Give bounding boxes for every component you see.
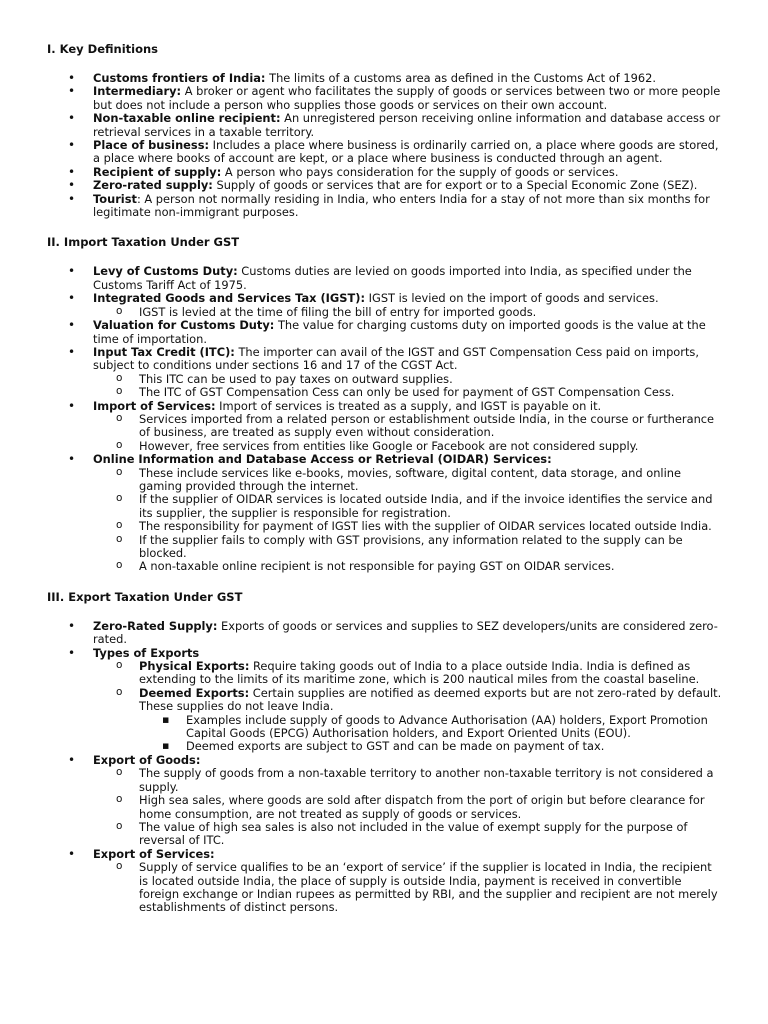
- list-item: • Customs frontiers of India: The limits of a customs area as defined in the Customs Act of 1962.: [47, 72, 723, 85]
- sub-list-item: o The value of high sea sales is also not included in the value of exempt supply for the purpose of reversal of ITC.: [47, 821, 723, 848]
- sub-list-item: o IGST is levied at the time of filing the bill of entry for imported goods.: [47, 306, 723, 319]
- list-item: • Zero-rated supply: Supply of goods or services that are for export or to a Special Economic Zone (SEZ).: [47, 179, 723, 192]
- sub-list-item: o The supply of goods from a non-taxable territory to another non-taxable territory is not considered a supply.: [47, 767, 723, 794]
- list-item: • Intermediary: A broker or agent who facilitates the supply of goods or services between two or more people but does not include a person who supplies those goods or services on their own account.: [47, 85, 723, 112]
- document-body: [47, 42, 723, 931]
- sub-list: [93, 767, 723, 847]
- section-heading: II. Import Taxation Under GST: [47, 235, 240, 250]
- sub-sub-list-item: ▪ Examples include supply of goods to Advance Authorisation (AA) holders, Export Promotion Capital Goods (EPCG) Authorisation holders, and Export Oriented Units (EOU).: [47, 714, 723, 741]
- list-item: • Zero-Rated Supply: Exports of goods or services and supplies to SEZ developers/units are considered zero-rated.: [47, 620, 723, 647]
- sub-list-item: o Services imported from a related person or establishment outside India, in the course or furtherance of business, are treated as supply even without consideration.: [47, 413, 723, 440]
- list-item: • Export of Services: o Supply of service qualifies to be an ‘export of service’ if the supplier is located in India, the recipient is located outside India, the place of supply is outside India, payment is received in convertible foreign exchange or Indian rupees as permitted by RBI, and the supplier and recipient are not merely establishments of distinct persons.: [47, 848, 723, 915]
- list-item: • Import of Services: Import of services is treated as a supply, and IGST is payable on it. o Services imported from a related person or establishment outside India, in the course or furtherance of business, are treated as supply even without consideration. o However, free services from entities like Google or Facebook are not considered supply.: [47, 400, 723, 454]
- sub-sub-list-item: ▪ Deemed exports are subject to GST and can be made on payment of tax.: [47, 740, 723, 753]
- sub-list-item: o This ITC can be used to pay taxes on outward supplies.: [47, 373, 723, 386]
- list-item: • Valuation for Customs Duty: The value for charging customs duty on imported goods is the value at the time of importation.: [47, 319, 723, 346]
- export-list: [47, 620, 723, 915]
- sub-list-item: o Deemed Exports: Certain supplies are notified as deemed exports but are not zero-rated by default. These supplies do not leave India. ▪ Examples include supply of goods to Advance Authorisation (AA) holders, Export Promotion Capital Goods (EPCG) Authorisation holders, and Export Oriented Units (EOU). ▪ Deemed exports are subject to GST and can be made on payment of tax.: [47, 687, 723, 754]
- sub-list: [93, 306, 723, 319]
- sub-list: [93, 660, 723, 754]
- section-import-taxation: [47, 235, 723, 573]
- list-item: • Input Tax Credit (ITC): The importer can avail of the IGST and GST Compensation Cess paid on imports, subject to conditions under sections 16 and 17 of the CGST Act. o This ITC can be used to pay taxes on outward supplies. o The ITC of GST Compensation Cess can only be used for payment of GST Compensation Cess.: [47, 346, 723, 400]
- sub-list: [93, 861, 723, 915]
- list-item: • Export of Goods: o The supply of goods from a non-taxable territory to another non-taxable territory is not considered a supply. o High sea sales, where goods are sold after dispatch from the port of origin but before clearance for home consumption, are not treated as supply of goods or services. o The value of high sea sales is also not included in the value of exempt supply for the purpose of reversal of ITC.: [47, 754, 723, 848]
- sub-list: [93, 413, 723, 453]
- section-heading: III. Export Taxation Under GST: [47, 589, 243, 604]
- list-item: • Levy of Customs Duty: Customs duties are levied on goods imported into India, as specified under the Customs Tariff Act of 1975.: [47, 265, 723, 292]
- section-heading: I. Key Definitions: [47, 42, 159, 56]
- list-item: • Place of business: Includes a place where business is ordinarily carried on, a place where goods are stored, a place where books of account are kept, or a place where business is conducted through an agent.: [47, 139, 723, 166]
- list-item: • Non-taxable online recipient: An unregistered person receiving online information and database access or retrieval services in a taxable territory.: [47, 112, 723, 139]
- import-list: [47, 265, 723, 573]
- sub-list: [93, 373, 723, 400]
- list-item: • Types of Exports o Physical Exports: Require taking goods out of India to a place outside India. India is defined as extending to the limits of its maritime zone, which is 200 nautical miles from the coastal baseline. o Deemed Exports: Certain supplies are notified as deemed exports but are not zero-rated by default. These supplies do not leave India. ▪ Examples include supply of goods to Advance Authorisation (AA) holders, Export Promotion Capital Goods (EPCG) Authorisation holders, and Export Oriented Units (EOU). ▪ Deemed exports are subject to GST and can be made on payment of tax.: [47, 647, 723, 754]
- list-item: • Recipient of supply: A person who pays consideration for the supply of goods or services.: [47, 166, 723, 179]
- sub-list-item: o If the supplier fails to comply with GST provisions, any information related to the supply can be blocked.: [47, 534, 723, 561]
- sub-list-item: o If the supplier of OIDAR services is located outside India, and if the invoice identifies the service and its supplier, the supplier is responsible for registration.: [47, 493, 723, 520]
- sub-list-item: o However, free services from entities like Google or Facebook are not considered supply.: [47, 440, 723, 453]
- sub-list-item: o A non-taxable online recipient is not responsible for paying GST on OIDAR services.: [47, 560, 723, 573]
- sub-list-item: o High sea sales, where goods are sold after dispatch from the port of origin but before clearance for home consumption, are not treated as supply of goods or services.: [47, 794, 723, 821]
- sub-list-item: o Physical Exports: Require taking goods out of India to a place outside India. India is defined as extending to the limits of its maritime zone, which is 200 nautical miles from the coastal baseline.: [47, 660, 723, 687]
- sub-list: [93, 467, 723, 574]
- list-item: • Online Information and Database Access or Retrieval (OIDAR) Services: o These include services like e-books, movies, software, digital content, data storage, and online gaming provided through the internet. o If the supplier of OIDAR services is located outside India, and if the invoice identifies the service and its supplier, the supplier is responsible for registration. o The responsibility for payment of IGST lies with the supplier of OIDAR services located outside India. o If the supplier fails to comply with GST provisions, any information related to the supply can be blocked. o A non-taxable online recipient is not responsible for paying GST on OIDAR services.: [47, 453, 723, 574]
- definitions-list: [47, 72, 723, 219]
- sub-list-item: o The ITC of GST Compensation Cess can only be used for payment of GST Compensation Cess.: [47, 386, 723, 399]
- sub-sub-list: [139, 714, 723, 754]
- list-item: • Integrated Goods and Services Tax (IGST): IGST is levied on the import of goods and services. o IGST is levied at the time of filing the bill of entry for imported goods.: [47, 292, 723, 319]
- sub-list-item: o Supply of service qualifies to be an ‘export of service’ if the supplier is located in India, the recipient is located outside India, the place of supply is outside India, payment is received in convertible foreign exchange or Indian rupees as permitted by RBI, and the supplier and recipient are not merely establishments of distinct persons.: [47, 861, 723, 915]
- list-item: • Tourist: A person not normally residing in India, who enters India for a stay of not more than six months for legitimate non-immigrant purposes.: [47, 193, 723, 220]
- section-key-definitions: [47, 42, 723, 219]
- sub-list-item: o These include services like e-books, movies, software, digital content, data storage, and online gaming provided through the internet.: [47, 467, 723, 494]
- section-export-taxation: [47, 590, 723, 915]
- sub-list-item: o The responsibility for payment of IGST lies with the supplier of OIDAR services located outside India.: [47, 520, 723, 533]
